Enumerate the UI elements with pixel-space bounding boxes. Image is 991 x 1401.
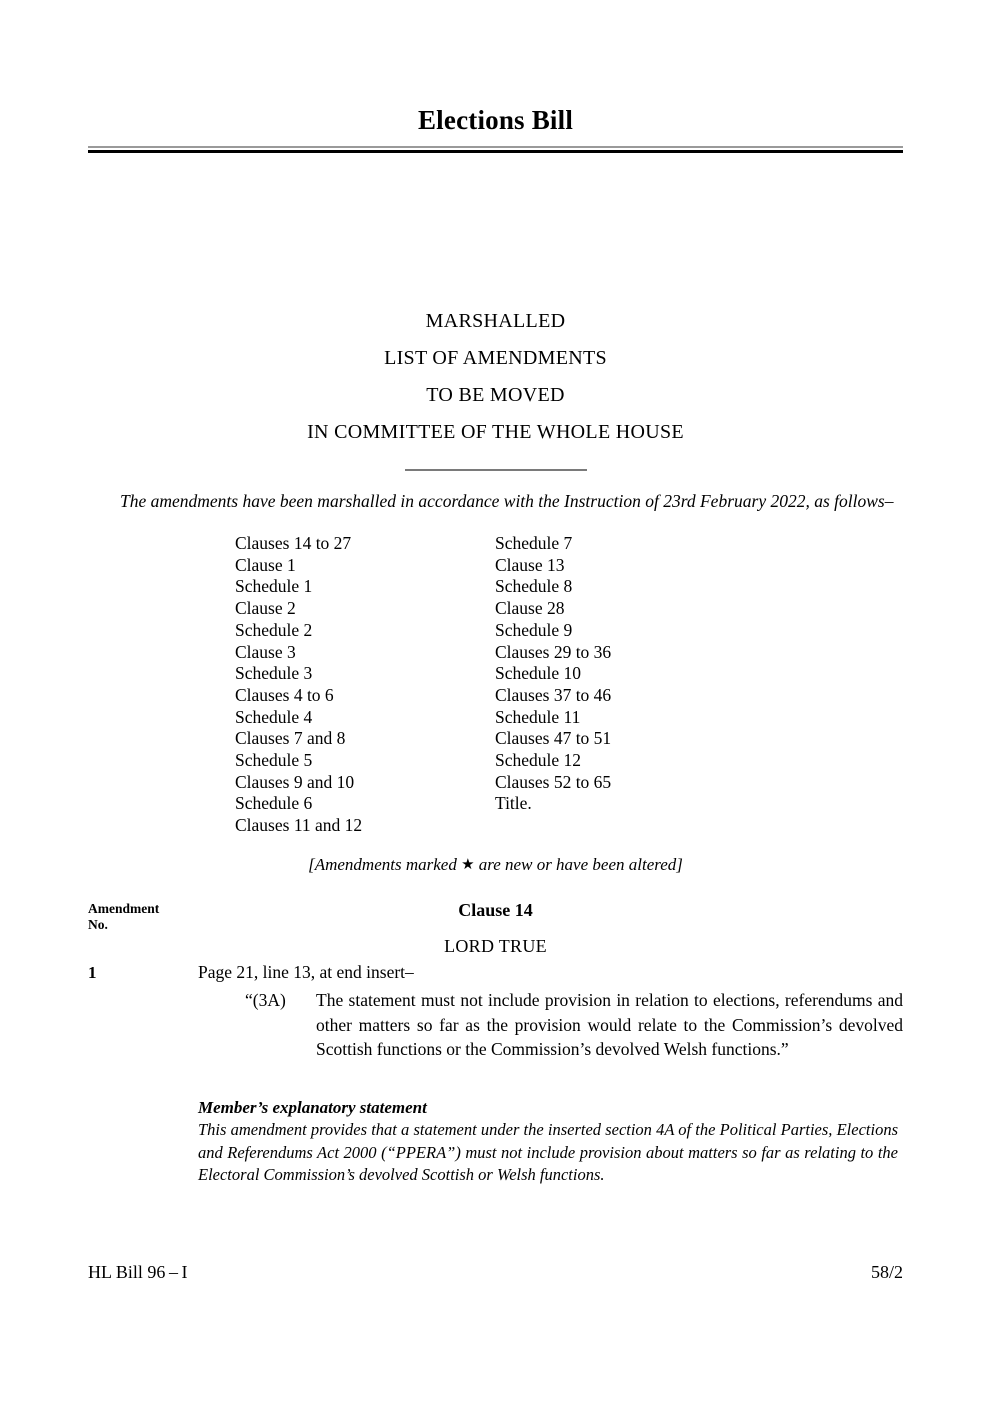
list-item: Clauses 52 to 65	[495, 771, 612, 792]
quoted-body-text: The statement must not include provision in relation to elections, referendums and other matters so far as the provision would relate to the Commission’s devolved Scottish functions or the Commission’s devolved Welsh functions.”	[316, 990, 903, 1059]
list-item: Clauses 47 to 51	[495, 728, 612, 749]
list-item: Schedule 6	[235, 793, 313, 814]
explanatory-statement-body: This amendment provides that a statement under the inserted section 4A of the Political Parties, Elections and Referendums Act 2000 (“PPERA”) must not include provision about matters so far as relating to the Electoral Commission’s devolved Scottish or Welsh functions.	[198, 1120, 898, 1184]
list-item: Schedule 9	[495, 619, 573, 640]
list-item: Schedule 11	[495, 706, 581, 727]
list-item: Clause 13	[495, 554, 565, 575]
footer-page-number: 58/2	[870, 1262, 903, 1282]
list-item: Schedule 1	[235, 576, 313, 597]
quoted-amendment-text	[245, 988, 903, 1062]
list-item: Clauses 29 to 36	[495, 641, 612, 662]
star-icon: ★	[461, 857, 475, 873]
page-title: Elections Bill	[417, 105, 574, 135]
list-item: Schedule 10	[495, 663, 582, 684]
heading-line-1: MARSHALLED	[425, 310, 566, 332]
amendment-no-label-line1: Amendment	[88, 901, 160, 916]
quoted-subsection-marker: “(3A)	[245, 990, 286, 1010]
explanatory-statement-heading: Member’s explanatory statement	[198, 1098, 427, 1117]
list-item: Schedule 4	[235, 706, 313, 727]
clause-list-left-column	[235, 533, 495, 837]
list-item: Schedule 8	[495, 576, 573, 597]
list-item: Clause 28	[495, 598, 565, 619]
list-item: Clauses 4 to 6	[235, 684, 334, 705]
heading-separator-rule	[405, 469, 587, 471]
amendment-lead-text: Page 21, line 13, at end insert–	[198, 962, 414, 982]
amendment-no-label-line2: No.	[88, 917, 108, 932]
list-item: Clauses 14 to 27	[235, 533, 352, 553]
title-divider	[88, 146, 903, 153]
list-item: Clauses 9 and 10	[235, 771, 355, 792]
clause-list-right-column	[495, 533, 775, 837]
clause-list	[235, 533, 835, 837]
heading-line-3: TO BE MOVED	[426, 384, 565, 406]
star-legend-note	[88, 855, 903, 875]
list-item: Clause 3	[235, 641, 296, 662]
heading-line-2: LIST OF AMENDMENTS	[384, 347, 607, 369]
list-item: Schedule 7	[495, 533, 573, 553]
star-note-prefix: [Amendments marked	[308, 855, 462, 874]
list-item: Schedule 5	[235, 750, 313, 771]
list-item: Clauses 37 to 46	[495, 684, 612, 705]
amendment-number: 1	[88, 963, 97, 982]
heading-line-4: IN COMMITTEE OF THE WHOLE HOUSE	[307, 421, 684, 443]
footer-bill-number: HL Bill 96 – I	[88, 1262, 188, 1282]
list-item: Schedule 2	[235, 619, 313, 640]
clause-heading: Clause 14	[458, 900, 533, 920]
list-item: Schedule 12	[495, 750, 582, 771]
list-item: Clauses 11 and 12	[235, 815, 363, 836]
member-name: LORD TRUE	[444, 936, 547, 956]
list-item: Clauses 7 and 8	[235, 728, 346, 749]
marshalled-heading-block	[88, 303, 903, 451]
list-item: Clause 1	[235, 554, 296, 575]
instruction-paragraph: The amendments have been marshalled in accordance with the Instruction of 23rd February 2022, as follows–	[120, 491, 894, 511]
list-item: Schedule 3	[235, 663, 313, 684]
divider-thick-line	[88, 150, 903, 153]
star-note-suffix: are new or have been altered]	[474, 855, 683, 874]
list-item: Clause 2	[235, 598, 296, 619]
list-item: Title.	[495, 793, 532, 814]
